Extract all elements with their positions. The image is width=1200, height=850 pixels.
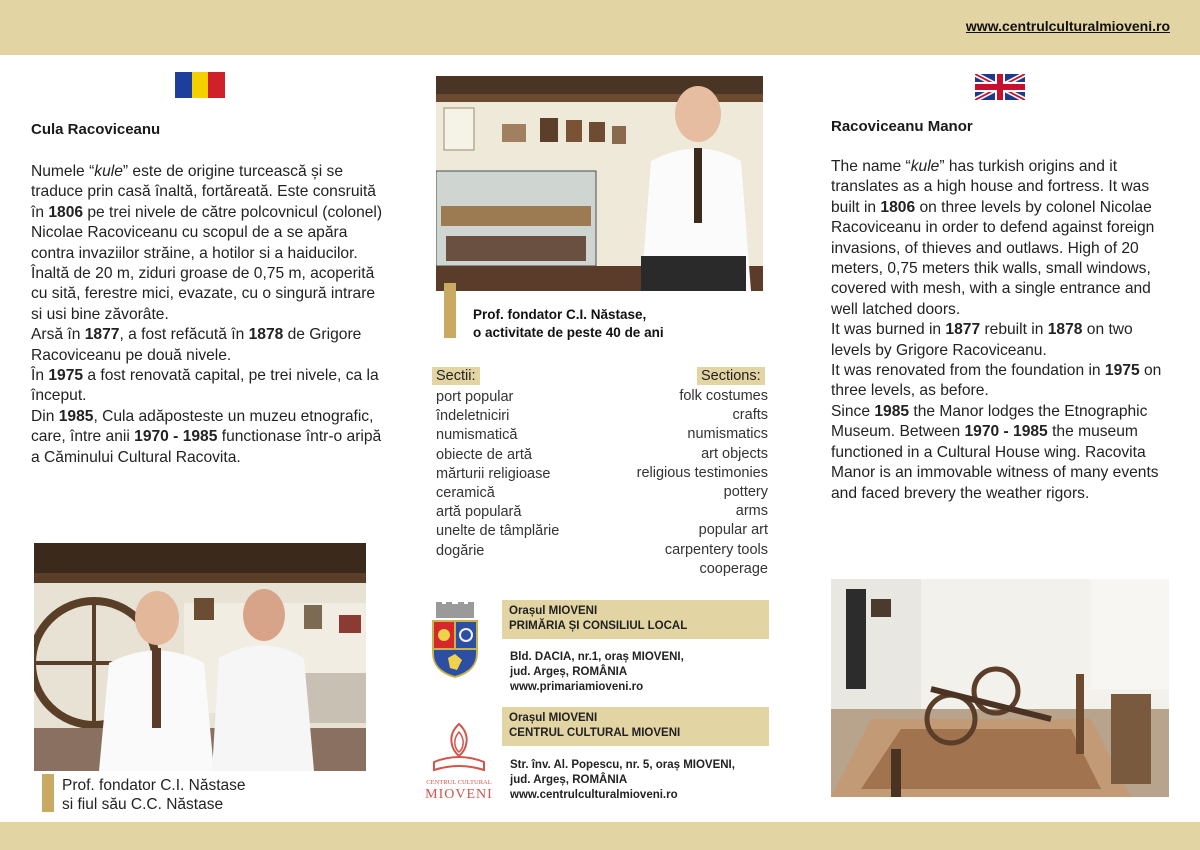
list-item: folk costumes	[679, 388, 768, 404]
left-caption-bar	[42, 774, 54, 812]
right-paragraph-4: Since 1985 the Manor lodges the Etnographic Museum. Between 1970 - 1985 the museum functioned in a Cultural House wing. Racovita Manor is an immovable witness of many events and faced brevery the weather rigors.	[831, 402, 1159, 502]
list-item: cooperage	[699, 560, 768, 577]
photo-founder-and-son	[34, 543, 366, 771]
romanian-flag-icon	[175, 72, 225, 98]
sections-en-title: Sections:	[697, 367, 765, 385]
contact-primaria-body: Bld. DACIA, nr.1, oraș MIOVENI, jud. Argeș, ROMÂNIA www.primariamioveni.ro	[510, 651, 684, 693]
list-item: artă populară	[436, 504, 522, 521]
contact-centrul-body: Str. înv. Al. Popescu, nr. 5, oraș MIOVENI, jud. Argeș, ROMÂNIA www.centrulculturalmioveni.ro	[510, 759, 735, 801]
photo-founder-museum	[436, 76, 763, 291]
middle-caption-bar	[444, 283, 456, 338]
list-item: art objects	[701, 445, 768, 462]
right-paragraph-3: It was renovated from the foundation in 1975 on three levels, as before.	[831, 362, 1162, 400]
uk-flag-icon	[975, 74, 1025, 100]
left-body	[31, 162, 383, 468]
right-paragraph-1: The name “kule” has turkish origins and it translates as a high house and fortress. It was built in 1806 on three levels by colonel Nicolae Racoviceanu in order to defend against foreign invasions, of thieves and outlaws. High of 20 meters, 0,75 meters thik walls, small windows, covered with mesh, with a single entrance and well latched doors.	[831, 158, 1155, 318]
list-item: arms	[735, 503, 768, 520]
mioveni-coat-of-arms-icon	[430, 602, 480, 680]
list-item: unelte de tâmplărie	[436, 523, 560, 540]
list-item: ceramică	[436, 485, 495, 502]
left-paragraph-4: Din 1985, Cula adăposteste un muzeu etnografic, care, între anii 1970 - 1985 functionase într-o aripă a Căminului Cultural Racovita.	[31, 407, 382, 466]
list-item: port popular	[436, 389, 514, 405]
list-item: numismatics	[687, 426, 768, 443]
list-item: crafts	[732, 407, 768, 424]
list-item: dogărie	[436, 542, 485, 559]
left-caption: Prof. fondator C.I. Năstase si fiul său C.C. Năstase	[62, 777, 246, 813]
middle-caption: Prof. fondator C.I. Năstase, o activitate de peste 40 de ani	[473, 307, 664, 340]
right-title: Racoviceanu Manor	[831, 118, 973, 135]
sections-ro-title: Sectii:	[432, 367, 480, 385]
list-item: popular art	[698, 522, 768, 539]
contact-centrul-header: Orașul MIOVENI CENTRUL CULTURAL MIOVENI	[502, 707, 769, 746]
sections-en-list	[637, 387, 768, 579]
left-title: Cula Racoviceanu	[31, 121, 161, 138]
left-paragraph-1: Numele “kule” este de origine turcească și se traduce prin casă înaltă, fortăreată. Este consruită în 1806 pe trei nivele de către polcovnicul (colonel) Nicolae Racoviceanu cu scopul de a se apăra contra invaziilor străine, a hotilor si a haiducilor. Înaltă de 20 m, ziduri groase de 0,75 m, acoperită cu sită, ferestre mici, evazate, cu o singură intrare si usi bine zăvorâte.	[31, 163, 383, 323]
list-item: mărturii religioase	[436, 465, 551, 482]
list-item: obiecte de artă	[436, 446, 532, 463]
list-item: carpentery tools	[664, 541, 768, 558]
list-item: pottery	[723, 484, 768, 501]
primaria-website-link[interactable]: www.primariamioveni.ro	[510, 681, 644, 693]
list-item: numismatică	[436, 427, 518, 444]
contact-primaria-header: Orașul MIOVENI PRIMĂRIA ȘI CONSILIUL LOCAL	[502, 600, 769, 639]
right-paragraph-2: It was burned in 1877 rebuilt in 1878 on two levels by Grigore Racoviceanu.	[831, 321, 1133, 359]
centrul-cultural-logo-icon: CENTRUL CULTURAL MIOVENI	[424, 722, 494, 800]
site-url-link[interactable]: www.centrulculturalmioveni.ro	[965, 18, 1170, 34]
photo-museum-room	[831, 579, 1169, 797]
left-paragraph-3: În 1975 a fost renovată capital, pe trei nivele, ca la început.	[31, 367, 379, 405]
list-item: religious testimonies	[636, 464, 768, 481]
centrul-website-link[interactable]: www.centrulculturalmioveni.ro	[510, 789, 678, 801]
right-body	[831, 157, 1176, 504]
list-item: îndeletniciri	[436, 408, 510, 425]
sections-ro-list	[436, 388, 559, 561]
footer-band	[0, 822, 1200, 850]
left-paragraph-2: Arsă în 1877, a fost refăcută în 1878 de Grigore Racoviceanu pe două nivele.	[31, 326, 362, 364]
